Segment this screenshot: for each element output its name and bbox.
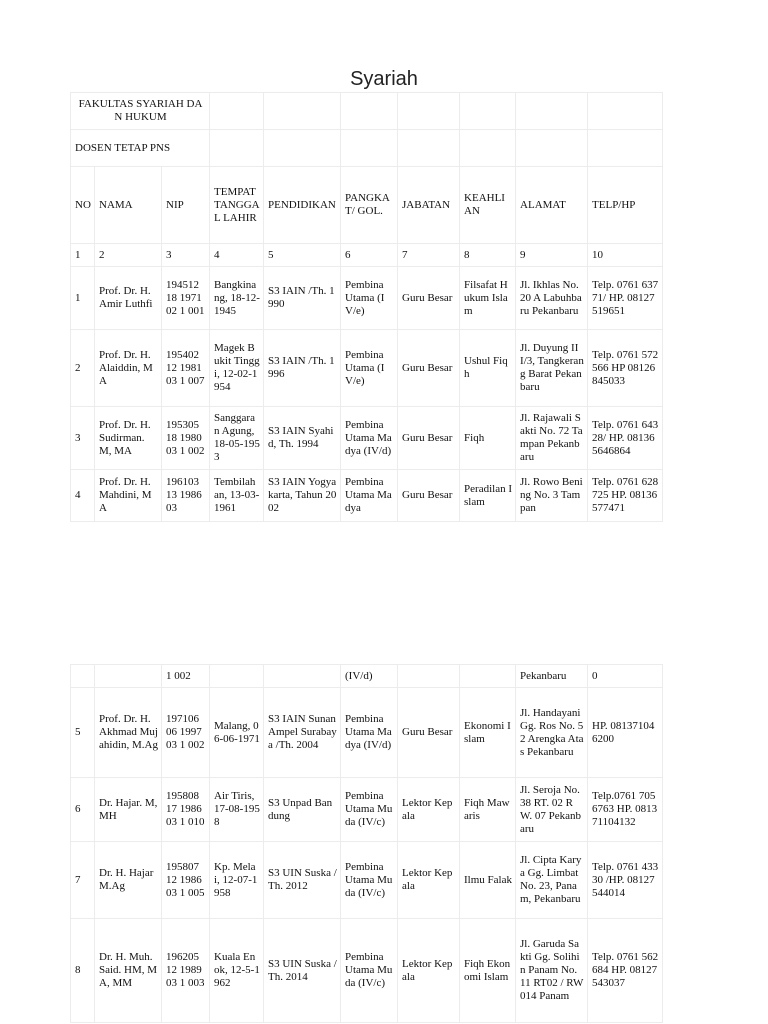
expertise-cell: Ushul Fiqh xyxy=(460,330,516,407)
education-cell: S3 IAIN /Th. 1996 xyxy=(264,330,341,407)
row-number-cell: 6 xyxy=(71,778,95,842)
rank-cell: (IV/d) xyxy=(341,665,398,688)
table-row xyxy=(71,778,663,842)
column-header: TEMPAT TANGGAL LAHIR xyxy=(210,167,264,244)
rank-cell: Pembina Utama Muda (IV/c) xyxy=(341,778,398,842)
table-row xyxy=(71,330,663,407)
birth-place-date-cell: Air Tiris, 17-08-1958 xyxy=(210,778,264,842)
education-cell: S3 IAIN Syahid, Th. 1994 xyxy=(264,407,341,470)
row-number-cell: 7 xyxy=(71,842,95,919)
expertise-cell: Ekonomi Islam xyxy=(460,688,516,778)
column-number-row xyxy=(71,244,663,267)
faculty-row xyxy=(71,93,663,130)
phone-cell: 0 xyxy=(588,665,663,688)
name-cell: Dr. Hajar. M, MH xyxy=(95,778,162,842)
column-header: PANGKAT/ GOL. xyxy=(341,167,398,244)
column-number: 10 xyxy=(588,244,663,267)
address-cell: Jl. Garuda Sakti Gg. Solihin Panam No. 11 RT02 / RW014 Panam xyxy=(516,919,588,1023)
lecturer-table-page-2 xyxy=(70,664,663,1023)
expertise-cell: Fiqh Mawaris xyxy=(460,778,516,842)
position-cell: Lektor Kepala xyxy=(398,919,460,1023)
nip-cell: 195402 12 198103 1 007 xyxy=(162,330,210,407)
address-cell: Jl. Seroja No. 38 RT. 02 RW. 07 Pekanbaru xyxy=(516,778,588,842)
row-number-cell: 3 xyxy=(71,407,95,470)
column-number: 1 xyxy=(71,244,95,267)
phone-cell: Telp. 0761 43330 /HP. 08127544014 xyxy=(588,842,663,919)
column-header: NO xyxy=(71,167,95,244)
address-cell: Pekanbaru xyxy=(516,665,588,688)
birth-place-date-cell: Bangkinang, 18-12-1945 xyxy=(210,267,264,330)
nip-cell: 195807 12 198603 1 005 xyxy=(162,842,210,919)
column-header: NIP xyxy=(162,167,210,244)
table-row xyxy=(71,470,663,522)
column-header: NAMA xyxy=(95,167,162,244)
continuation-row xyxy=(71,665,663,688)
column-number: 2 xyxy=(95,244,162,267)
name-cell: Prof. Dr. H. Mahdini, MA xyxy=(95,470,162,522)
row-number-cell: 2 xyxy=(71,330,95,407)
rank-cell: Pembina Utama Madya xyxy=(341,470,398,522)
position-cell: Lektor Kepala xyxy=(398,842,460,919)
rank-cell: Pembina Utama (IV/e) xyxy=(341,267,398,330)
birth-place-date-cell: Sanggaran Agung, 18-05-1953 xyxy=(210,407,264,470)
table-row xyxy=(71,842,663,919)
birth-place-date-cell: Malang, 06-06-1971 xyxy=(210,688,264,778)
education-cell: S3 UIN Suska / Th. 2014 xyxy=(264,919,341,1023)
section-title: DOSEN TETAP PNS xyxy=(71,130,210,167)
nip-cell: 196205 12 198903 1 003 xyxy=(162,919,210,1023)
position-cell: Guru Besar xyxy=(398,407,460,470)
address-cell: Jl. Handayani Gg. Ros No. 52 Arengka Atas Pekanbaru xyxy=(516,688,588,778)
birth-place-date-cell: Tembilahan, 13-03-1961 xyxy=(210,470,264,522)
education-cell: S3 IAIN Yogyakarta, Tahun 2002 xyxy=(264,470,341,522)
table-row xyxy=(71,407,663,470)
table-row xyxy=(71,919,663,1023)
sheet-title: Syariah xyxy=(350,68,418,90)
expertise-cell: Filsafat Hukum Islam xyxy=(460,267,516,330)
column-header: KEAHLIAN xyxy=(460,167,516,244)
column-number: 3 xyxy=(162,244,210,267)
faculty-title: FAKULTAS SYARIAH DAN HUKUM xyxy=(71,93,210,130)
address-cell: Jl. Duyung III/3, Tangkerang Barat Pekanbaru xyxy=(516,330,588,407)
column-header: TELP/HP xyxy=(588,167,663,244)
column-header: PENDIDIKAN xyxy=(264,167,341,244)
birth-place-date-cell: Kp. Melai, 12-07-1958 xyxy=(210,842,264,919)
column-header: JABATAN xyxy=(398,167,460,244)
education-cell: S3 Unpad Bandung xyxy=(264,778,341,842)
expertise-cell: Fiqh Ekonomi Islam xyxy=(460,919,516,1023)
column-number: 4 xyxy=(210,244,264,267)
expertise-cell: Fiqh xyxy=(460,407,516,470)
row-number-cell: 5 xyxy=(71,688,95,778)
nip-cell: 197106 06 199703 1 002 xyxy=(162,688,210,778)
phone-cell: Telp.0761 7056763 HP. 081371104132 xyxy=(588,778,663,842)
position-cell: Lektor Kepala xyxy=(398,778,460,842)
column-header: ALAMAT xyxy=(516,167,588,244)
name-cell: Prof. Dr. H. Sudirman. M, MA xyxy=(95,407,162,470)
section-row xyxy=(71,130,663,167)
address-cell: Jl. Rowo Bening No. 3 Tampan xyxy=(516,470,588,522)
table-row xyxy=(71,267,663,330)
rank-cell: Pembina Utama Muda (IV/c) xyxy=(341,919,398,1023)
table-row xyxy=(71,688,663,778)
position-cell: Guru Besar xyxy=(398,470,460,522)
rank-cell: Pembina Utama Muda (IV/c) xyxy=(341,842,398,919)
phone-cell: Telp. 0761 628725 HP. 08136577471 xyxy=(588,470,663,522)
rank-cell: Pembina Utama Madya (IV/d) xyxy=(341,688,398,778)
column-number: 6 xyxy=(341,244,398,267)
education-cell: S3 IAIN /Th. 1990 xyxy=(264,267,341,330)
phone-cell: Telp. 0761 562684 HP. 08127543037 xyxy=(588,919,663,1023)
expertise-cell: Ilmu Falak xyxy=(460,842,516,919)
phone-cell: Telp. 0761 64328/ HP. 081365646864 xyxy=(588,407,663,470)
education-cell: S3 IAIN Sunan Ampel Surabaya /Th. 2004 xyxy=(264,688,341,778)
nip-cell: 196103 13 198603 xyxy=(162,470,210,522)
nip-cell: 195808 17 198603 1 010 xyxy=(162,778,210,842)
expertise-cell: Peradilan Islam xyxy=(460,470,516,522)
name-cell: Prof. Dr. H. Akhmad Mujahidin, M.Ag xyxy=(95,688,162,778)
name-cell: Dr. H. Hajar M.Ag xyxy=(95,842,162,919)
position-cell: Guru Besar xyxy=(398,330,460,407)
column-number: 5 xyxy=(264,244,341,267)
rank-cell: Pembina Utama (IV/e) xyxy=(341,330,398,407)
phone-cell: Telp. 0761 63771/ HP. 08127519651 xyxy=(588,267,663,330)
position-cell: Guru Besar xyxy=(398,267,460,330)
phone-cell: HP. 081371046200 xyxy=(588,688,663,778)
row-number-cell: 4 xyxy=(71,470,95,522)
phone-cell: Telp. 0761 572566 HP 08126845033 xyxy=(588,330,663,407)
column-number: 9 xyxy=(516,244,588,267)
name-cell: Dr. H. Muh. Said. HM, MA, MM xyxy=(95,919,162,1023)
address-cell: Jl. Rajawali Sakti No. 72 Tampan Pekanbaru xyxy=(516,407,588,470)
position-cell: Guru Besar xyxy=(398,688,460,778)
column-header-row xyxy=(71,167,663,244)
lecturer-table-page-1 xyxy=(70,92,663,522)
row-number-cell: 8 xyxy=(71,919,95,1023)
column-number: 7 xyxy=(398,244,460,267)
nip-cell: 194512 18 197102 1 001 xyxy=(162,267,210,330)
address-cell: Jl. Cipta Karya Gg. Limbat No. 23, Panam, Pekanbaru xyxy=(516,842,588,919)
birth-place-date-cell: Kuala Enok, 12-5-1962 xyxy=(210,919,264,1023)
birth-place-date-cell: Magek Bukit Tinggi, 12-02-1954 xyxy=(210,330,264,407)
rank-cell: Pembina Utama Madya (IV/d) xyxy=(341,407,398,470)
row-number-cell: 1 xyxy=(71,267,95,330)
nip-cell: 195305 18 198003 1 002 xyxy=(162,407,210,470)
nip-cell: 1 002 xyxy=(162,665,210,688)
name-cell: Prof. Dr. H. Amir Luthfi xyxy=(95,267,162,330)
address-cell: Jl. Ikhlas No. 20 A Labuhbaru Pekanbaru xyxy=(516,267,588,330)
column-number: 8 xyxy=(460,244,516,267)
education-cell: S3 UIN Suska / Th. 2012 xyxy=(264,842,341,919)
name-cell: Prof. Dr. H. Alaiddin, MA xyxy=(95,330,162,407)
